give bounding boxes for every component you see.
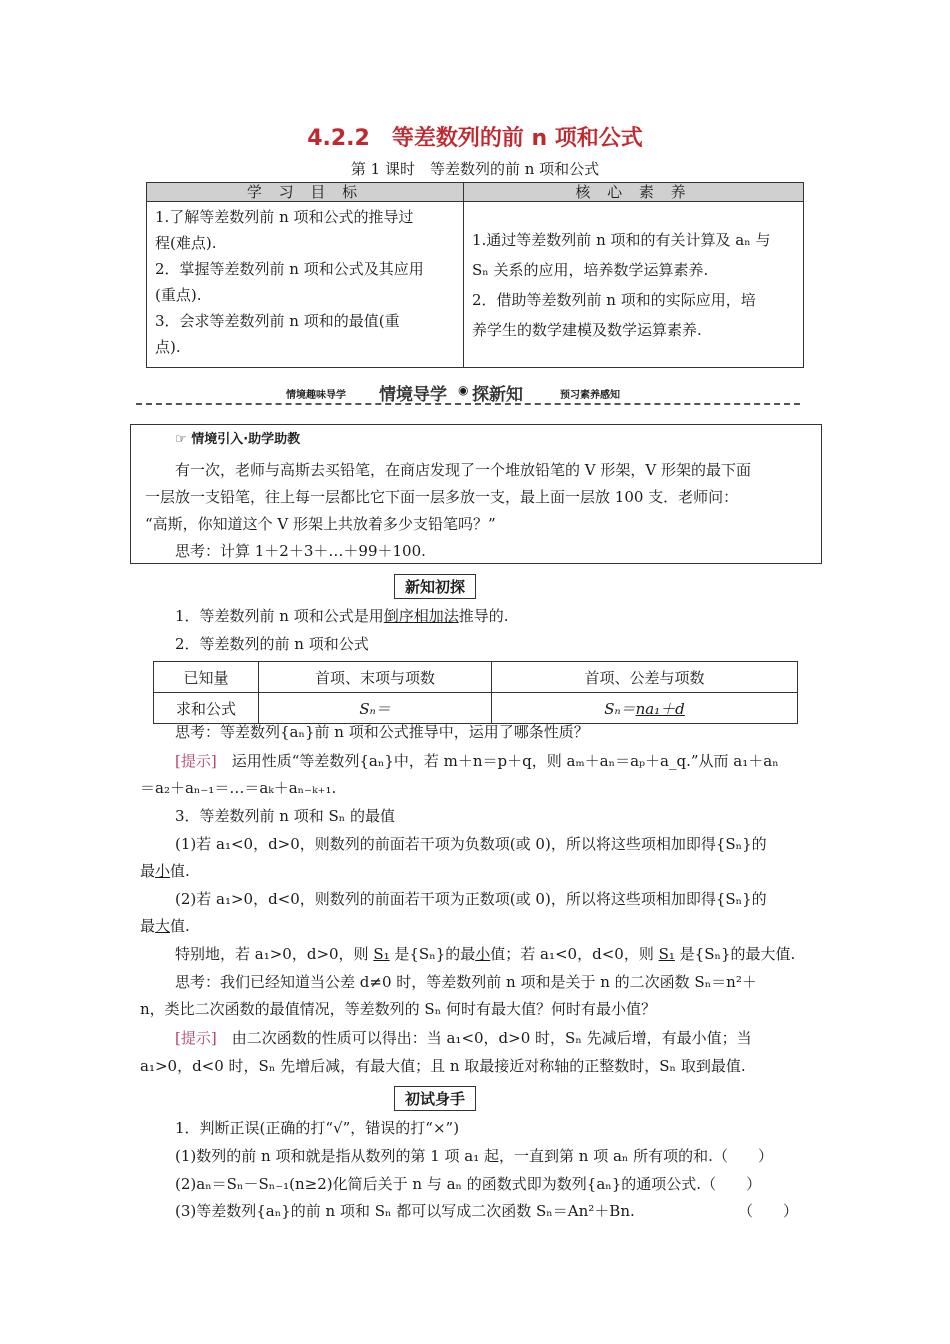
table-header: 已知量	[154, 662, 259, 693]
goals-cell	[147, 202, 464, 368]
table-cell: Sₙ＝	[259, 693, 492, 724]
literacy-line: Sₙ 关系的应用，培养数学运算素养.	[472, 260, 709, 279]
answer-blank: 倒序相加法	[383, 607, 459, 625]
handshake-icon: ☞	[175, 432, 187, 447]
table-header: 首项、末项与项数	[259, 662, 492, 693]
hint-label: [提示]	[175, 1029, 217, 1047]
goals-table	[146, 182, 804, 368]
para-3: 3．等差数列前 n 项和 Sₙ 的最值	[175, 807, 396, 825]
hint-label: [提示]	[175, 752, 217, 770]
goal-line: (重点).	[155, 286, 202, 304]
hint-2a: [提示] 由二次函数的性质可以得出：当 a₁<0，d>0 时，Sₙ 先减后增，有最小值；当	[175, 1029, 752, 1047]
page-subtitle: 第 1 课时 等差数列的前 n 项和公式	[350, 160, 600, 178]
intro-box	[130, 424, 822, 564]
question-1-2: (2)aₙ＝Sₙ－Sₙ₋₁(n≥2)化简后关于 n 与 aₙ 的函数式即为数列{aₙ}的通项公式.（ ）	[175, 1175, 762, 1193]
para-3-2a: (2)若 a₁>0，d<0，则数列的前面若干项为正数项(或 0)，所以将这些项相加即得{Sₙ}的	[175, 890, 767, 908]
table-cell: 求和公式	[154, 693, 259, 724]
literacy-line: 1.通过等差数列前 n 项和的有关计算及 aₙ 与	[472, 230, 771, 249]
banner-right-text: 预习素养感知	[560, 390, 620, 401]
question-1: 1．判断正误(正确的打“√”，错误的打“×”)	[175, 1119, 460, 1137]
literacy-line: 养学生的数学建模及数学运算素养.	[472, 320, 702, 339]
literacy-line: 2．借助等差数列前 n 项和的实际应用，培	[472, 290, 756, 309]
section-tag-new: 新知初探	[394, 574, 476, 599]
table-header: 首项、公差与项数	[492, 662, 798, 693]
para-special: 特别地，若 a₁>0，d>0，则 S₁ 是{Sₙ}的最小值；若 a₁<0，d<0，则 S₁ 是{Sₙ}的最大值.	[175, 945, 796, 963]
think-1: 思考：等差数列{aₙ}前 n 项和公式推导中，运用了哪条性质？	[175, 723, 589, 741]
goal-line: 点).	[155, 338, 181, 356]
section-tag-try: 初试身手	[394, 1086, 476, 1111]
goal-line: 1.了解等差数列前 n 项和公式的推导过	[155, 208, 414, 226]
hint-2b: a₁>0，d<0 时，Sₙ 先增后减，有最大值；且 n 取最接近对称轴的正整数时，Sₙ 取到最值.	[140, 1057, 746, 1075]
goal-line: 3．会求等差数列前 n 项和的最值(重	[155, 312, 400, 330]
question-1-3: (3)等差数列{aₙ}的前 n 项和 Sₙ 都可以写成二次函数 Sₙ＝An²＋Bn.	[175, 1202, 635, 1220]
literacy-cell	[464, 202, 804, 368]
sum-formula-table	[153, 661, 798, 724]
hint-1a: [提示] 运用性质“等差数列{aₙ}中，若 m＋n＝p＋q，则 aₘ＋aₙ＝aₚ＋a_q.”从而 a₁＋aₙ	[175, 752, 779, 770]
para-3-1b: 最小值.	[140, 862, 190, 880]
intro-heading: 情境引入·助学助教	[191, 432, 301, 447]
hint-1b: ＝a₂＋aₙ₋₁＝…＝aₖ＋aₙ₋ₖ₊₁.	[140, 779, 337, 797]
table-cell: Sₙ＝na₁＋d	[492, 693, 798, 724]
para-2: 2．等差数列的前 n 项和公式	[175, 635, 369, 653]
section-banner	[136, 380, 800, 406]
banner-left-text: 情境趣味导学	[286, 390, 346, 401]
arrow-icon: ◉	[458, 383, 469, 397]
think-2b: n，类比二次函数的最值情况，等差数列的 Sₙ 何时有最大值？何时有最小值？	[140, 1000, 656, 1018]
para-1: 1．等差数列前 n 项和公式是用倒序相加法推导的.	[175, 607, 509, 625]
answer-parens: （ ）	[738, 1202, 799, 1220]
intro-think: 思考：计算 1＋2＋3＋…＋99＋100.	[175, 542, 426, 560]
think-2a: 思考：我们已经知道当公差 d≠0 时，等差数列前 n 项和是关于 n 的二次函数 Sₙ＝n²＋	[175, 973, 757, 991]
goal-line: 程(难点).	[155, 234, 217, 252]
banner-title-2: 探新知	[472, 385, 523, 405]
intro-line: “高斯，你知道这个 V 形架上共放着多少支铅笔吗？”	[145, 515, 496, 533]
question-1-1: (1)数列的前 n 项和就是指从数列的第 1 项 a₁ 起，一直到第 n 项 aₙ 所有项的和.（ ）	[175, 1147, 773, 1165]
para-3-1a: (1)若 a₁<0，d>0，则数列的前面若干项为负数项(或 0)，所以将这些项相加即得{Sₙ}的	[175, 835, 767, 853]
page-title: 4.2.2 等差数列的前 n 项和公式	[307, 126, 643, 151]
para-3-2b: 最大值.	[140, 917, 190, 935]
literacy-header: 核 心 素 养	[464, 183, 804, 202]
goals-header: 学 习 目 标	[147, 183, 464, 202]
intro-line: 一层放一支铅笔，往上每一层都比它下面一层多放一支，最上面一层放 100 支．老师问：	[145, 488, 739, 506]
banner-divider	[136, 403, 800, 405]
intro-text	[145, 457, 751, 565]
banner-title-1: 情境导学	[379, 385, 447, 405]
intro-line: 有一次，老师与高斯去买铅笔，在商店发现了一个堆放铅笔的 V 形架，V 形架的最下面	[175, 461, 751, 479]
goal-line: 2．掌握等差数列前 n 项和公式及其应用	[155, 260, 424, 278]
